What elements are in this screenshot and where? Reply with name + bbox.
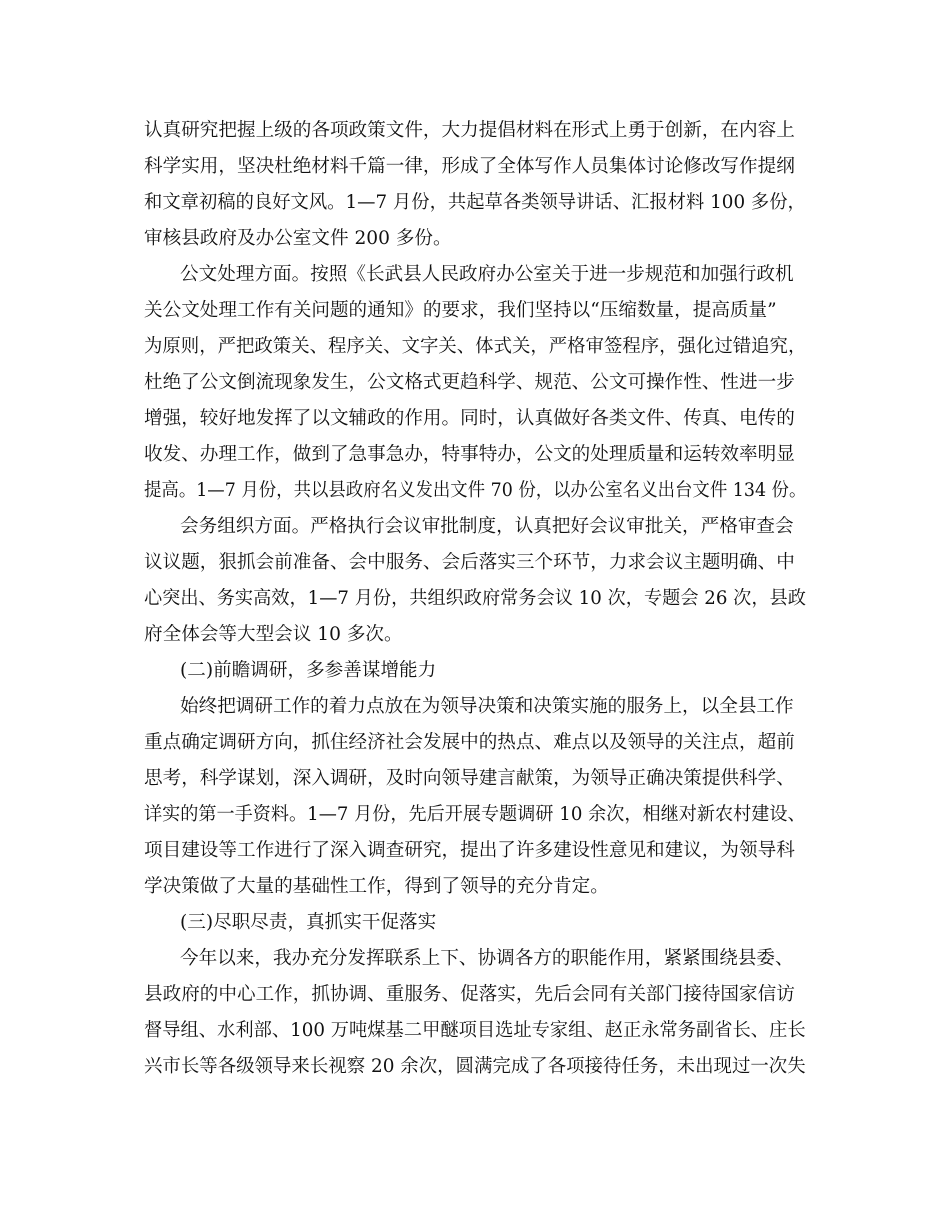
text-line: 府全体会等大型会议 10 多次。	[144, 624, 403, 645]
text-line: 督导组、水利部、100 万吨煤基二甲醚项目选址专家组、赵正永常务副省长、庄长	[144, 1020, 806, 1041]
text-line: 兴市长等各级领导来长视察 20 余次，圆满完成了各项接待任务，未出现过一次失	[144, 1056, 806, 1077]
text-line: 提高。1—7 月份，共以县政府名义发出文件 70 份，以办公室名义出台文件 134 份。	[144, 480, 807, 501]
paragraph-start-line: 会务组织方面。严格执行会议审批制度，认真把好会议审批关，严格审查会	[180, 516, 794, 537]
text-line: 学决策做了大量的基础性工作，得到了领导的充分肯定。	[144, 876, 609, 897]
text-line: 收发、办理工作，做到了急事急办，特事特办，公文的处理质量和运转效率明显	[144, 444, 795, 465]
text-line: 详实的第一手资料。1—7 月份，先后开展专题调研 10 余次，相继对新农村建设、	[144, 804, 806, 825]
paragraph-start-line: 始终把调研工作的着力点放在为领导决策和决策实施的服务上，以全县工作	[180, 696, 794, 717]
text-line: 县政府的中心工作，抓协调、重服务、促落实，先后会同有关部门接待国家信访	[144, 984, 795, 1005]
text-line: 为原则，严把政策关、程序关、文字关、体式关，严格审签程序，强化过错追究，	[144, 336, 807, 357]
text-line: 科学实用，坚决杜绝材料千篇一律，形成了全体写作人员集体讨论修改写作提纲	[144, 156, 795, 177]
text-line: 议议题，狠抓会前准备、会中服务、会后落实三个环节，力求会议主题明确、中	[144, 552, 795, 573]
section-heading: (二)前瞻调研，多参善谋增能力	[180, 660, 437, 681]
text-line: 认真研究把握上级的各项政策文件，大力提倡材料在形式上勇于创新，在内容上	[144, 120, 795, 141]
text-line: 项目建设等工作进行了深入调查研究，提出了许多建设性意见和建议，为领导科	[144, 840, 795, 861]
text-line: 关公文处理工作有关问题的通知》的要求，我们坚持以“压缩数量，提高质量”	[144, 300, 777, 321]
text-line: 和文章初稿的良好文风。1—7 月份，共起草各类领导讲话、汇报材料 100 多份，	[144, 192, 806, 213]
text-line: 重点确定调研方向，抓住经济社会发展中的热点、难点以及领导的关注点，超前	[144, 732, 795, 753]
section-heading: (三)尽职尽责，真抓实干促落实	[180, 912, 437, 933]
paragraph-start-line: 公文处理方面。按照《长武县人民政府办公室关于进一步规范和加强行政机	[180, 264, 794, 285]
text-line: 杜绝了公文倒流现象发生，公文格式更趋科学、规范、公文可操作性、性进一步	[144, 372, 795, 393]
text-line: 思考，科学谋划，深入调研，及时向领导建言献策，为领导正确决策提供科学、	[144, 768, 795, 789]
paragraph-start-line: 今年以来，我办充分发挥联系上下、协调各方的职能作用，紧紧围绕县委、	[180, 948, 794, 969]
text-line: 审核县政府及办公室文件 200 多份。	[144, 228, 452, 249]
text-line: 心突出、务实高效，1—7 月份，共组织政府常务会议 10 次，专题会 26 次，县政	[144, 588, 806, 609]
text-line: 增强，较好地发挥了以文辅政的作用。同时，认真做好各类文件、传真、电传的	[144, 408, 795, 429]
